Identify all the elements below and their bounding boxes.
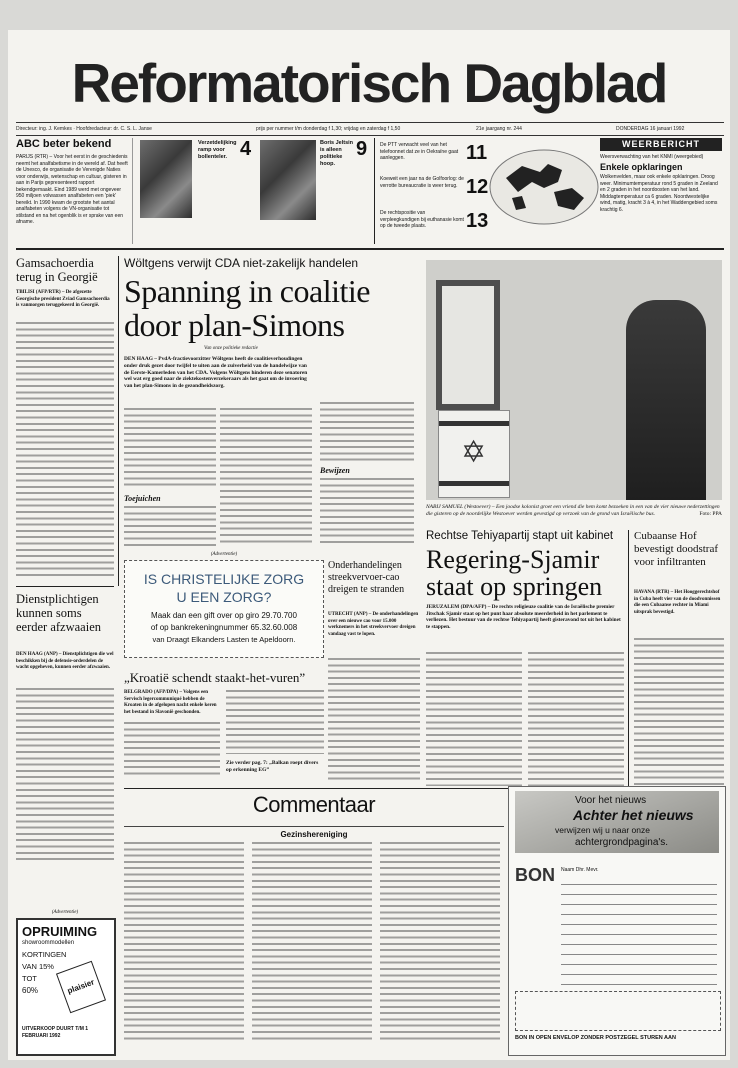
opruiming-p1: VAN 15% <box>22 962 54 971</box>
teaser-abc[interactable] <box>16 138 133 244</box>
commentaar-sub: Gezinshereniging <box>280 830 348 839</box>
weather-intro: Weersverwachting van het KNMI (weergebied) <box>600 154 704 160</box>
lead-subhead-1: Toejuichen <box>124 494 161 503</box>
promo-form-label: Naam Dhr. Mevr. <box>561 867 599 873</box>
opruiming-dates: UITVERKOOP DUURT T/M 1 FEBRUARI 1992 <box>22 1026 89 1039</box>
ad-line-5: van Draagt Elkanders Lasten te Apeldoorn. <box>152 635 296 644</box>
dienst-body <box>16 688 114 862</box>
lead-body-col1b <box>124 506 216 546</box>
ad-christelijke-zorg[interactable] <box>124 560 324 658</box>
cubaanse-title: Cubaanse Hof bevestigt doodstraf voor infiltranten <box>634 530 719 568</box>
promo-line-3: verwijzen wij u naar onze <box>555 825 650 835</box>
onderh-lede: UTRECHT (ANP) – De onderhandelingen over een nieuwe cao voor 15.000 werknemers in het streekvervoer dreigen vandaag vast te lopen. <box>328 612 419 637</box>
gamsa-title: Gamsachoerdia terug in Georgië <box>16 256 98 284</box>
lead-headline: Spanning in coalitie door plan-Simons <box>124 273 370 343</box>
promo-footer: BON IN OPEN ENVELOP ZONDER POSTZEGEL STUREN AAN <box>515 1035 676 1041</box>
volume-line: 21e jaargang nr. 244 <box>476 126 522 132</box>
column-rule <box>628 530 629 786</box>
photo-window-pane <box>442 286 494 404</box>
teaser-list-number: 11 <box>466 142 488 164</box>
dienst-lede: DEN HAAG (ANP) – Dienstplichtigen die wel beschikken bij de defensie-orderdelen de wacht opgeheven, kunnen eerder afzwaaien. <box>16 652 114 670</box>
flag-stripe-top <box>439 421 509 426</box>
ad-label: (Advertentie) <box>210 552 238 557</box>
bon-logo: BON <box>515 865 555 885</box>
teaser-photo-flowers <box>140 140 192 218</box>
date-line: DONDERDAG 16 januari 1992 <box>616 126 685 132</box>
tehiya-body-col2 <box>528 652 624 786</box>
weather-title: Enkele opklaringen <box>600 162 683 172</box>
teaser-list-item[interactable]: De PTT verwacht veel van het telefoonnet dat ze in Oekraïne gaat aanleggen. <box>380 142 459 161</box>
lead-lede: DEN HAAG – PvdA-fractievoorzitter Wöltgens heeft de coalitieverhoudingen onder druk gezet door twijfel te uiten aan de zuiverheid van de handelwijze van de Eerste-Kamerleden van het CDA. Volgens Wöltgens hinderen deze senatoren wel wat erg goed naar de ziektekostenverzekeraars als het gaat om de invoering van het plan-Simons in de gezondheidszorg. <box>124 356 308 390</box>
kroatie-ref[interactable]: Zie verder pag. 7: „Balkan roept divers op erkenning EG” <box>226 760 319 773</box>
section-rule <box>124 826 504 827</box>
staff-line: Directeur: ing. J. Kemkes · Hoofdredacteur: dr. C. S. L. Janse <box>16 126 152 132</box>
news-photo <box>426 260 722 500</box>
opruiming-p2: TOT <box>22 974 37 983</box>
lead-body-col1 <box>124 408 216 488</box>
newspaper-page <box>8 30 730 1060</box>
teaser-divider <box>374 138 375 244</box>
opruiming-p3: 60% <box>22 986 39 995</box>
price-line: prijs per nummer t/m donderdag f 1,30; vrijdag en zaterdag f 1,50 <box>256 126 401 132</box>
teaser-photo-jeltsin <box>260 140 316 220</box>
promo-form-lines[interactable] <box>561 875 717 987</box>
photo-person <box>626 300 706 500</box>
weather-body: Wolkenvelden, maar ook enkele opklaringen. Droog weer. Minimumtemperatuur rond 5 graden in Zeeland en 2 graden in het noordoosten van het land. Middagtemperatuur ca 6 graden. Noordwestelijke wind, matig, kracht 3 à 4, in het Waddengebied soms krachtig 6. <box>600 174 718 213</box>
opruiming-brand: plaisier <box>56 961 106 1013</box>
promo-options[interactable] <box>515 991 721 1031</box>
flag-stripe-bottom <box>439 481 509 486</box>
ad-line-1: IS CHRISTELIJKE ZORG <box>143 571 305 587</box>
article-gamsachoerdia[interactable] <box>16 256 114 582</box>
promo-box[interactable] <box>508 786 726 1056</box>
weather-label: WEERBERICHT <box>600 138 722 151</box>
section-rule <box>16 586 114 587</box>
photo-caption <box>426 504 722 518</box>
teaser-abc-body: PARIJS (RTR) – Voor het eerst in de geschiedenis neemt het analfabetisme in de wereld af. Dat heeft de Unesco, de organisatie de Verenigde Naties voor onderwijs, wetenschap en cultuur, gisteren in aan in Parijs gepresenteerd rapport bekendgemaakt. Eind 1989 werd met ongeveer 950 miljoen volwassen analfabeten een 'piek' bereikt. In 1990 kwam de grootste het aantal analfabeten volgens de VN-organisatie tot stilstand en na het ogenblik is er sprake van een afname. <box>16 154 128 225</box>
lead-body-col3b <box>320 478 414 546</box>
weather-map-globe-icon <box>488 148 600 226</box>
promo-line-4: achtergrondpagina's. <box>575 837 669 848</box>
weather-box <box>600 138 722 244</box>
tehiya-lede: JERUZALEM (DPA/AFP) – De rechts religieuze coalitie van de Israëlische premier Jitschak Sjamir staat op het punt haar absolute meerderheid in het parlement te verliezen. Het bestuur van de rechtse Tehiyapartij heeft gisteravond tot uit het kabinet te stappen. <box>426 604 621 630</box>
opruiming-sub: showroommodellen <box>22 940 75 946</box>
lead-byline: Van onze politieke redactie <box>204 346 258 351</box>
ad-line-4: of op bankrekeningnummer 65.32.60.008 <box>150 623 298 632</box>
gamsa-lede: TBILISI (AFP/RTR) – De afgezette Georgische president Zviad Gamsachoerdia is vanmorgen teruggekeerd in Georgië. <box>16 290 110 308</box>
commentaar-col2 <box>252 842 372 1042</box>
promo-banner <box>515 791 719 853</box>
tehiya-body-col1 <box>426 652 522 786</box>
commentaar-col3 <box>380 842 500 1042</box>
opruiming-kortingen: KORTINGEN <box>22 950 67 959</box>
teaser-9-label: Boris Jeltsin is alleen politieke hoop. <box>320 140 354 167</box>
cubaanse-body <box>634 638 724 786</box>
caption-text: NABIJ SAMUEL (Westoever) – Een joodse kolonist groet een vriend die hem komt bezoeken in een van de vier nieuwe nederzettingen die gisteren op de noordelijke Westoever werden gevestigd op verzoek van de grond van Israëlische bus. <box>426 504 720 517</box>
onderh-title: Onderhandelingen streekvervoer-cao dreigen te stranden <box>328 560 405 595</box>
tehiya-kicker: Rechtse Tehiyapartij stapt uit kabinet <box>426 530 614 542</box>
onderh-body <box>328 658 420 784</box>
gamsa-body-text <box>16 322 114 580</box>
info-line <box>16 122 724 136</box>
promo-line-1: Voor het nieuws <box>575 795 647 806</box>
tehiya-headline: Regering-Sjamir staat op springen <box>426 545 603 601</box>
ad-line-2: U EEN ZORG? <box>176 589 272 605</box>
kroatie-body-col1 <box>124 722 220 778</box>
star-of-david-icon: ✡ <box>461 436 487 469</box>
commentaar-col1 <box>124 842 244 1042</box>
lead-body-col2 <box>220 408 312 546</box>
commentaar-title: Commentaar <box>252 792 376 817</box>
column-rule <box>118 256 119 586</box>
teaser-list-number: 12 <box>466 176 489 198</box>
teaser-4-label: Verzetdelijking ramp voor bollenteler. <box>198 140 237 160</box>
photo-flag <box>438 410 510 498</box>
top-rule <box>16 248 724 250</box>
teaser-9[interactable] <box>320 138 374 244</box>
teaser-4-number: 4 <box>240 138 252 160</box>
kroatie-body-col2 <box>226 690 324 754</box>
opruiming-ad-label: (Advertentie) <box>51 910 79 915</box>
ad-line-3: Maak dan een gift over op giro 29.70.700 <box>151 611 297 620</box>
teaser-list-item[interactable]: De rechtspositie van verpleegkundigen bij euthanasie komt op de tweede plaats. <box>380 210 464 229</box>
promo-line-2: Achter het nieuws <box>573 807 694 823</box>
teaser-9-number: 9 <box>356 138 368 160</box>
opruiming-title: OPRUIMING <box>22 924 98 939</box>
masthead-title: Reformatorisch Dagblad <box>71 52 667 114</box>
lead-body-col3 <box>320 402 414 462</box>
kroatie-title: „Kroatië schendt staakt-het-vuren” <box>124 670 306 685</box>
teaser-4[interactable] <box>198 138 256 244</box>
dienst-title: Dienstplichtigen kunnen soms eerder afzwaaien <box>16 592 101 634</box>
kroatie-lede: BELGRADO (AFP/DPA) – Volgens een Servisch legercommuniqué hebben de Kroaten in de afgelopen nacht enkele keren het bestand in Slavonië geschonden. <box>124 690 217 715</box>
teaser-list-number: 13 <box>466 210 489 232</box>
caption-credit: Foto: PPA <box>699 511 722 517</box>
ad-opruiming[interactable] <box>16 918 116 1056</box>
teaser-abc-title: ABC beter bekend <box>16 138 112 150</box>
lead-subhead-2: Bewijzen <box>320 466 350 475</box>
lead-kicker: Wöltgens verwijt CDA niet-zakelijk handelen <box>124 256 359 270</box>
cubaanse-lede: HAVANA (RTR) – Het Hooggerechtshof in Cuba heeft vier van de doodvonnissen die een Cubaanse rechter in Miami uitsprak bevestigd. <box>634 590 721 615</box>
teaser-list-item[interactable]: Koeweit een jaar na de Golfoorlog: de verrotte bureaucratie is weer terug. <box>380 176 464 189</box>
